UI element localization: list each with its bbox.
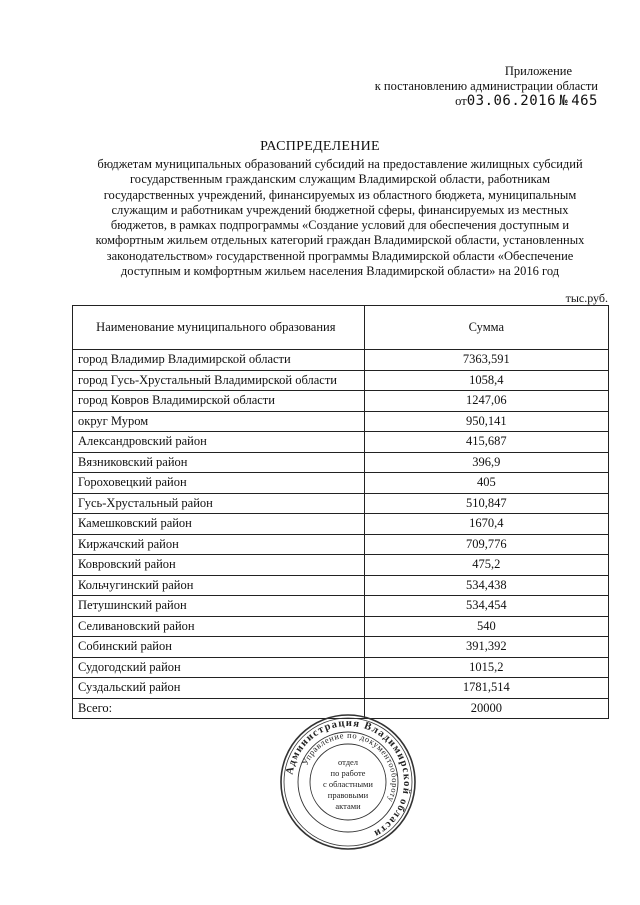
seal-outer-text: Администрация Владимирской области (284, 717, 413, 840)
municipality-name: Петушинский район (73, 596, 365, 617)
table-row (73, 555, 609, 576)
table-row (73, 370, 609, 391)
municipality-name: Кольчугинский район (73, 575, 365, 596)
subsidy-sum: 534,454 (364, 596, 608, 617)
header-sum-column: Сумма (364, 306, 608, 350)
description-line: законодательством» государственной программы Владимирской области «Обеспечение (106, 248, 574, 263)
seal-inner-text: Управление по документообороту (299, 729, 401, 805)
table-row (73, 678, 609, 699)
table-row (73, 493, 609, 514)
subsidy-sum: 510,847 (364, 493, 608, 514)
header-name-column: Наименование муниципального образования (73, 306, 365, 350)
municipality-name: город Владимир Владимирской области (73, 350, 365, 371)
municipality-name: Гусь-Хрустальный район (73, 493, 365, 514)
seal-center-line: отдел (337, 757, 359, 767)
table-row (73, 452, 609, 473)
subsidy-sum: 1058,4 (364, 370, 608, 391)
table-row (73, 411, 609, 432)
municipality-name: Камешковский район (73, 514, 365, 535)
appendix-block (375, 64, 598, 109)
municipality-name: Собинский район (73, 637, 365, 658)
municipality-name: Киржачский район (73, 534, 365, 555)
municipality-name: округ Муром (73, 411, 365, 432)
subsidy-sum: 950,141 (364, 411, 608, 432)
appendix-title: Приложение (504, 64, 572, 78)
municipality-name: Александровский район (73, 432, 365, 453)
seal-center-line: актами (335, 801, 361, 811)
municipality-name: Гороховецкий район (73, 473, 365, 494)
subsidy-sum: 475,2 (364, 555, 608, 576)
distribution-table (72, 305, 609, 719)
order-number: 465 (571, 93, 598, 109)
subsidy-sum: 1781,514 (364, 678, 608, 699)
total-value: 20000 (364, 698, 608, 719)
table-row (73, 575, 609, 596)
seal-center-line: с областными (323, 779, 373, 789)
description-line: служащим и работникам учреждений бюджетной сферы, финансируемых из местных (111, 202, 569, 217)
order-date: 03.06.2016 (466, 93, 557, 109)
subsidy-sum: 1015,2 (364, 657, 608, 678)
appendix-to: к постановлению администрации области (374, 79, 598, 93)
subsidy-sum: 405 (364, 473, 608, 494)
order-prefix: от (455, 94, 467, 108)
municipality-name: Селивановский район (73, 616, 365, 637)
table-row (73, 657, 609, 678)
description-line: бюджетам муниципальных образований субсидий на предоставление жилищных субсидий (97, 157, 583, 171)
order-line (375, 94, 598, 109)
municipality-name: Суздальский район (73, 678, 365, 699)
subsidy-sum: 1247,06 (364, 391, 608, 412)
table-body (73, 350, 609, 699)
description-line: государственным гражданским служащим Владимирской области, работникам (129, 172, 551, 187)
subsidy-sum: 391,392 (364, 637, 608, 658)
description-line: доступным и комфортным жильем населения Владимирской области» на 2016 год (120, 264, 560, 279)
table-row (73, 432, 609, 453)
table-row (73, 534, 609, 555)
municipality-name: Судогодский район (73, 657, 365, 678)
municipality-name: Ковровский район (73, 555, 365, 576)
table-row (73, 514, 609, 535)
description-line: бюджетов, в рамках подпрограммы «Создание условий для обеспечения доступным и (110, 218, 570, 233)
table-header-row (73, 306, 609, 350)
table-row (73, 391, 609, 412)
document-title: РАСПРЕДЕЛЕНИЕ (260, 139, 380, 154)
subsidy-sum: 7363,591 (364, 350, 608, 371)
description-line: комфортным жильем отдельных категорий граждан Владимирской области, установленных (95, 233, 585, 248)
table-row (73, 616, 609, 637)
description-line: государственных учреждений, финансируемых из областного бюджета, муниципальным (103, 187, 577, 202)
table-row (73, 637, 609, 658)
subsidy-sum: 709,776 (364, 534, 608, 555)
units-label: тыс.руб. (565, 291, 608, 305)
municipality-name: город Гусь-Хрустальный Владимирской области (73, 370, 365, 391)
table-row (73, 350, 609, 371)
table-row (73, 473, 609, 494)
subsidy-sum: 396,9 (364, 452, 608, 473)
official-seal (278, 712, 418, 852)
municipality-name: Вязниковский район (73, 452, 365, 473)
order-number-sign: № (559, 93, 569, 109)
subsidy-sum: 540 (364, 616, 608, 637)
document-description (80, 157, 600, 279)
subsidy-sum: 415,687 (364, 432, 608, 453)
seal-center-line: правовыми (327, 790, 369, 800)
total-label: Всего: (73, 698, 365, 719)
municipality-name: город Ковров Владимирской области (73, 391, 365, 412)
subsidy-sum: 1670,4 (364, 514, 608, 535)
subsidy-sum: 534,438 (364, 575, 608, 596)
table-row (73, 596, 609, 617)
seal-center-line: по работе (330, 768, 366, 778)
